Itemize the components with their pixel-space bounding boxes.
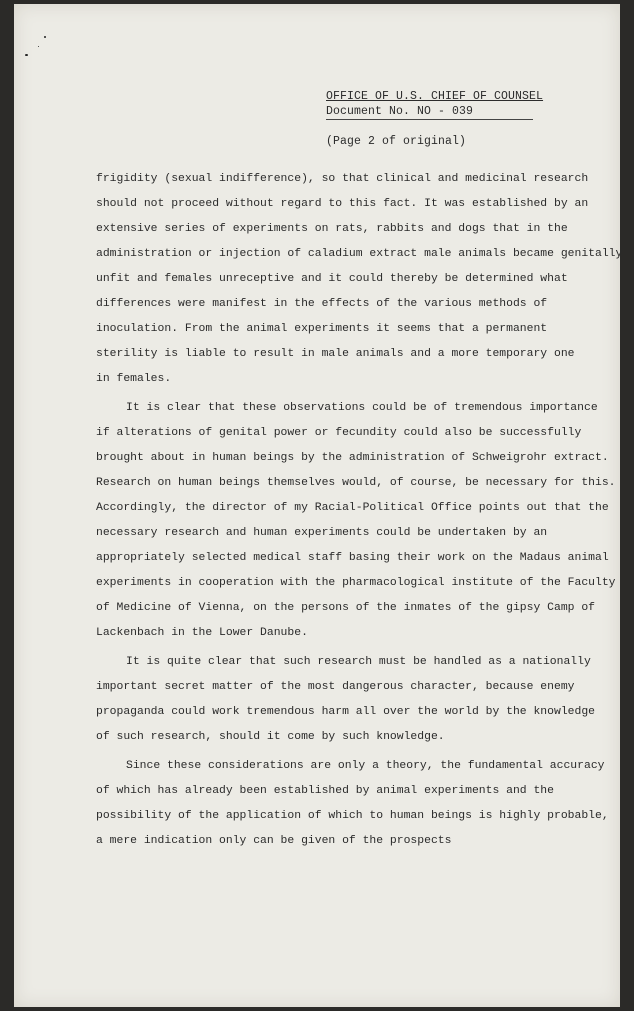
text-line: possibility of the application of which to human beings is highly probable, [96, 810, 609, 822]
text-line: Research on human beings themselves would, of course, be necessary for this. [96, 477, 616, 489]
paragraph-3 [96, 650, 596, 750]
text-line: of such research, should it come by such knowledge. [96, 731, 445, 743]
paragraph-2 [96, 396, 616, 646]
text-line: if alterations of genital power or fecundity could also be successfully [96, 427, 582, 439]
document-body [96, 167, 623, 858]
text-line: of Medicine of Vienna, on the persons of the inmates of the gipsy Camp of [96, 602, 595, 614]
text-line: brought about in human beings by the administration of Schweigrohr extract. [96, 452, 609, 464]
page-indicator: (Page 2 of original) [326, 135, 467, 148]
text-line: a mere indication only can be given of the prospects [96, 835, 452, 847]
text-line: extensive series of experiments on rats, rabbits and dogs that in the [96, 223, 568, 235]
text-line: Accordingly, the director of my Racial-Political Office points out that the [96, 502, 609, 514]
text-line: sterility is liable to result in male animals and a more temporary one [96, 348, 575, 360]
text-line: appropriately selected medical staff basing their work on the Madaus animal [96, 552, 609, 564]
text-line: of which has already been established by animal experiments and the [96, 785, 554, 797]
document-number: Document No. NO - 039 [326, 104, 533, 120]
document-header [326, 89, 543, 149]
office-title: OFFICE OF U.S. CHIEF OF COUNSEL [326, 90, 544, 103]
text-line: differences were manifest in the effects of the various methods of [96, 298, 548, 310]
text-line: Lackenbach in the Lower Danube. [96, 627, 308, 639]
text-line: unfit and females unreceptive and it could thereby be determined what [96, 273, 568, 285]
text-line: experiments in cooperation with the pharmacological institute of the Faculty [96, 577, 616, 589]
text-line: propaganda could work tremendous harm all over the world by the knowledge [96, 706, 595, 718]
paragraph-1 [96, 167, 623, 392]
text-line: important secret matter of the most dangerous character, because enemy [96, 681, 575, 693]
text-line: necessary research and human experiments could be undertaken by an [96, 527, 548, 539]
text-line: administration or injection of caladium extract male animals became genitally [96, 248, 623, 260]
text-line: frigidity (sexual indifference), so that clinical and medicinal research [96, 173, 589, 185]
text-line: It is clear that these observations could be of tremendous importance [126, 402, 598, 414]
text-line: inoculation. From the animal experiments it seems that a permanent [96, 323, 548, 335]
paper-speck [25, 54, 28, 56]
text-line: It is quite clear that such research must be handled as a nationally [126, 656, 591, 668]
text-line: in females. [96, 373, 172, 385]
paper-speck [44, 36, 46, 38]
document-page [14, 4, 623, 1007]
text-line: should not proceed without regard to this fact. It was established by an [96, 198, 589, 210]
paragraph-4 [96, 754, 609, 854]
text-line: Since these considerations are only a theory, the fundamental accuracy [126, 760, 605, 772]
paper-speck [38, 46, 39, 47]
